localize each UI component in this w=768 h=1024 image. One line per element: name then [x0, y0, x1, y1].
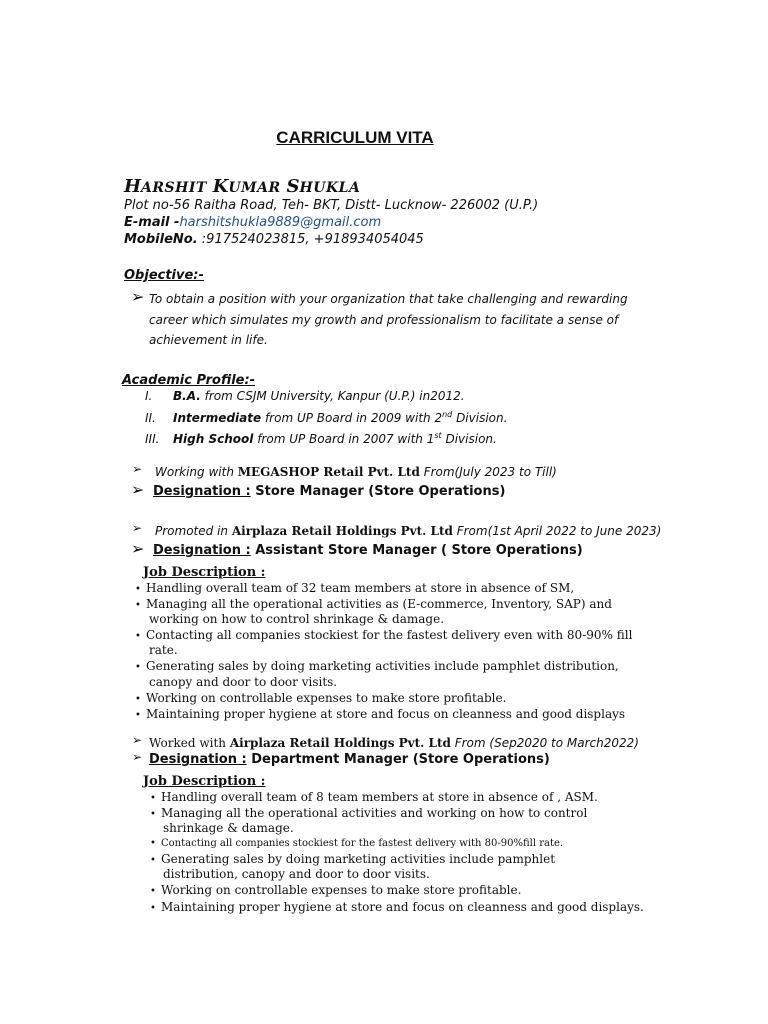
arrow-bullet-icon: ➢	[131, 480, 145, 499]
list-item: • Contacting all companies stockiest for the fastest delivery with 80-90%fill rate.	[150, 838, 564, 849]
list-item-continuation: rate.	[149, 643, 178, 657]
list-item-continuation: canopy and door to door visits.	[149, 675, 338, 689]
list-item-continuation: shrinkage & damage.	[163, 821, 294, 835]
job3-company-line: Worked with Airplaza Retail Holdings Pvt. Ltd From (Sep2020 to March2022)	[149, 736, 639, 750]
email-link[interactable]: harshitshukla9889@gmail.com	[179, 215, 382, 230]
list-item: • Generating sales by doing marketing activities include pamphlet	[150, 852, 556, 866]
list-item: • Generating sales by doing marketing activities include pamphlet distribution,	[135, 659, 619, 673]
job3-designation: Designation : Department Manager (Store Operations)	[149, 752, 550, 767]
list-item: • Maintaining proper hygiene at store and focus on cleanness and good displays.	[150, 900, 644, 914]
objective-text-line1: To obtain a position with your organization that take challenging and rewarding	[149, 292, 628, 306]
academic-item: II. Intermediate from UP Board in 2009 with 2nd Division.	[145, 410, 508, 425]
list-item: • Contacting all companies stockiest for the fastest delivery even with 80-90% fill	[135, 628, 633, 642]
mobile-line: MobileNo. :917524023815, +918934054045	[124, 232, 424, 247]
list-item-continuation: distribution, canopy and door to door visits.	[163, 867, 430, 881]
arrow-bullet-icon: ➢	[132, 521, 143, 535]
job2-company-line: Promoted in Airplaza Retail Holdings Pvt. Ltd From(1st April 2022 to June 2023)	[155, 524, 662, 538]
email-line: E-mail -harshitshukla9889@gmail.com	[124, 215, 382, 230]
arrow-bullet-icon: ➢	[132, 462, 143, 476]
candidate-name: HARSHIT KUMAR SHUKLA	[124, 176, 361, 197]
objective-text-line3: achievement in life.	[149, 333, 268, 347]
list-item: • Handling overall team of 32 team members at store in absence of SM,	[135, 581, 575, 595]
list-item: • Handling overall team of 8 team members at store in absence of , ASM.	[150, 790, 598, 804]
list-item: • Maintaining proper hygiene at store and focus on cleanness and good displays	[135, 707, 626, 721]
job2-designation: Designation : Assistant Store Manager ( Store Operations)	[153, 543, 583, 558]
arrow-bullet-icon: ➢	[132, 733, 143, 747]
address-line: Plot no-56 Raitha Road, Teh- BKT, Distt- Lucknow- 226002 (U.P.)	[124, 198, 539, 213]
document-title: CARRICULUM VITA	[276, 128, 434, 147]
list-item: • Working on controllable expenses to make store profitable.	[150, 883, 522, 897]
arrow-bullet-icon: ➢	[131, 539, 145, 558]
objective-text-line2: career which simulates my growth and professionalism to facilitate a sense of	[149, 313, 619, 327]
list-item: • Working on controllable expenses to make store profitable.	[135, 691, 507, 705]
list-item-continuation: working on how to control shrinkage & damage.	[149, 612, 445, 626]
list-item: • Managing all the operational activities as (E-commerce, Inventory, SAP) and	[135, 597, 612, 611]
job2-jd-heading: Job Description :	[143, 565, 266, 580]
job1-company-line: Working with MEGASHOP Retail Pvt. Ltd From(July 2023 to Till)	[155, 465, 557, 479]
arrow-bullet-icon: ➢	[132, 750, 143, 764]
list-item: • Managing all the operational activities and working on how to control	[150, 806, 588, 820]
arrow-bullet-icon: ➢	[131, 287, 145, 306]
academic-heading: Academic Profile:-	[122, 373, 256, 388]
academic-item: I. B.A. from CSJM University, Kanpur (U.P.) in2012.	[145, 389, 465, 403]
academic-item: III. High School from UP Board in 2007 with 1st Division.	[145, 431, 497, 446]
objective-heading: Objective:-	[124, 268, 204, 283]
job3-jd-heading: Job Description :	[143, 774, 266, 789]
job1-designation: Designation : Store Manager (Store Operations)	[153, 484, 506, 499]
